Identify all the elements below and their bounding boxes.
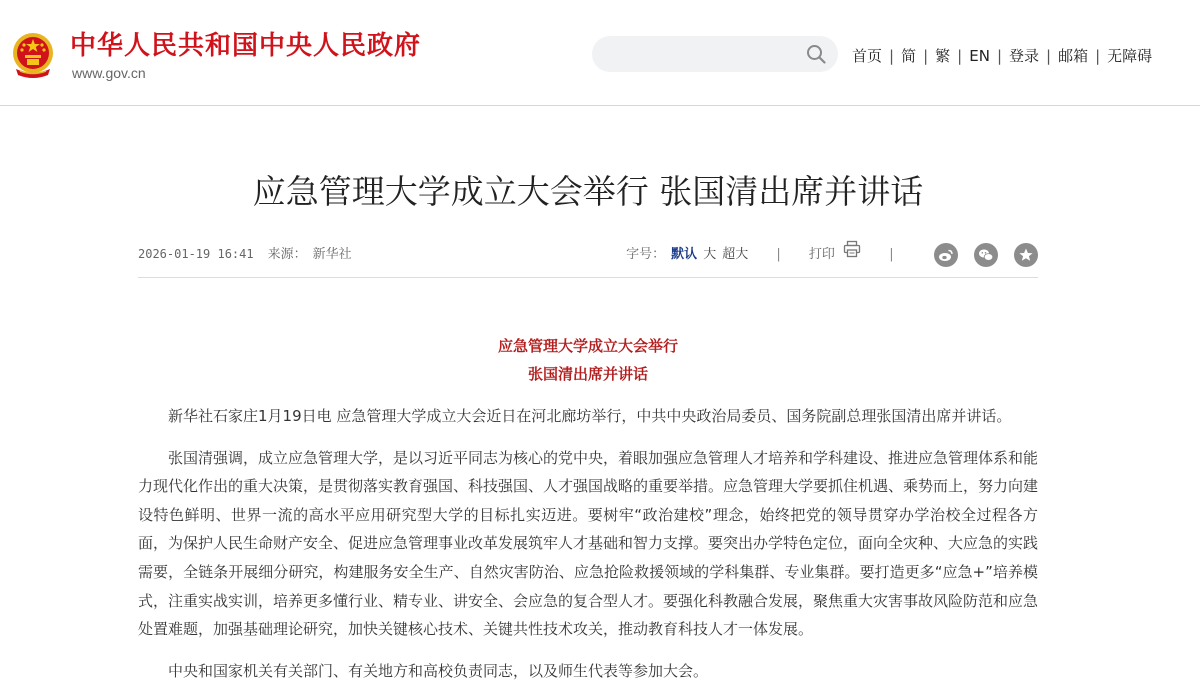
publish-date: 2026-01-19 16:41 — [138, 247, 254, 261]
article-title: 应急管理大学成立大会举行 张国清出席并讲话 — [252, 172, 924, 211]
meta-separator: | — [889, 246, 894, 262]
nav-accessibility[interactable]: 无障碍 — [1107, 47, 1153, 65]
font-size-default[interactable]: 默认 — [671, 246, 698, 262]
nav-separator: | — [957, 47, 963, 65]
national-emblem-icon[interactable] — [10, 31, 56, 81]
nav-separator: | — [1046, 47, 1052, 65]
favorite-star-icon[interactable] — [1014, 243, 1038, 267]
meta-separator: | — [776, 246, 781, 262]
article-meta — [138, 240, 1038, 278]
wechat-icon[interactable] — [974, 243, 998, 267]
site-url[interactable]: www.gov.cn — [72, 65, 146, 81]
font-size-xlarge[interactable]: 超大 — [722, 246, 749, 262]
print-link[interactable]: 打印 — [808, 246, 835, 262]
weibo-icon[interactable] — [934, 243, 958, 267]
font-size-large[interactable]: 大 — [703, 246, 717, 262]
font-size-label: 字号： — [626, 246, 666, 262]
paragraph-1: 新华社石家庄1月19日电 应急管理大学成立大会近日在河北廊坊举行，中共中央政治局委员、国务院副总理张国清出席并讲话。 — [168, 407, 1012, 425]
nav-login[interactable]: 登录 — [1009, 47, 1040, 65]
nav-separator: | — [996, 47, 1002, 65]
print-icon[interactable] — [843, 240, 861, 258]
search-icon[interactable] — [806, 44, 826, 64]
source-label: 来源： — [267, 247, 307, 262]
nav-separator: | — [1095, 47, 1101, 65]
search-input[interactable] — [606, 42, 790, 68]
nav-mail[interactable]: 邮箱 — [1058, 47, 1089, 65]
article-body — [138, 332, 1038, 685]
subtitle-line-2: 张国清出席并讲话 — [527, 365, 648, 383]
nav-separator: | — [889, 47, 895, 65]
site-header — [0, 0, 1200, 106]
nav-english[interactable]: EN — [969, 47, 990, 65]
nav-separator: | — [923, 47, 929, 65]
subtitle-line-1: 应急管理大学成立大会举行 — [497, 337, 678, 355]
paragraph-3: 中央和国家机关有关部门、有关地方和高校负责同志，以及师生代表等参加大会。 — [168, 661, 709, 680]
site-title[interactable]: 中华人民共和国中央人民政府 — [70, 31, 422, 61]
nav-home[interactable]: 首页 — [852, 47, 883, 65]
top-nav — [852, 46, 1152, 66]
nav-simplified[interactable]: 简 — [901, 47, 917, 65]
meta-tools — [626, 240, 1038, 266]
nav-traditional[interactable]: 繁 — [935, 47, 951, 65]
paragraph-2: 张国清强调，成立应急管理大学，是以习近平同志为核心的党中央，着眼加强应急管理人才培养和学科建设、推进应急管理体系和能力现代化作出的重大决策，是贯彻落实教育强国、科技强国、人才强国战略的重要举措。应急管理大学要抓住机遇、乘势而上，努力向建设特色鲜明、世界一流的高水平应用研究型大学的目标扎实迈进。要树牢“政治建校”理念，始终把党的领导贯穿办学治校全过程各方面，为保护人民生命财产安全、促进应急管理事业改革发展筑牢人才基础和智力支撑。要突出办学特色定位，面向全灾种、大应急的实践需要，全链条开展细分研究，构建服务安全生产、自然灾害防治、应急抢险救援领域的学科集群、专业集群。要打造更多“应急+”培养模式，注重实战实训，培养更多懂行业、精专业、讲安全、会应急的复合型人才。要强化科教融合发展，聚焦重大灾害事故风险防范和应急处置难题，加强基础理论研究，加快关键核心技术、关键共性技术攻关，推动教育科技人才一体发展。 — [138, 448, 1039, 639]
source-name: 新华社 — [312, 247, 352, 262]
meta-info — [138, 244, 352, 265]
search-box — [592, 36, 838, 72]
